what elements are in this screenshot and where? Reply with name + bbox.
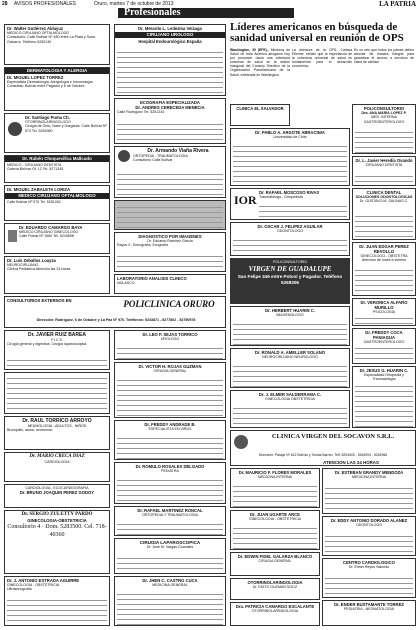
- ad-title: Dr. EDWIN FIDEL GALARZA BLANCO: [237, 554, 313, 559]
- ad-title: CLINICA DENTAL: [366, 190, 402, 195]
- ad-title: Dr. Walter Gutiérrez Aldayuz: [7, 26, 64, 31]
- ad-body: Calle Bolívar Nº 575 Tel. 5251262: [7, 200, 61, 204]
- ad-title: Dr. ROMULO ROSALES DELGADO: [135, 464, 205, 469]
- ad-subtitle: ODONTOLOGO: [355, 523, 383, 527]
- ad-card: [4, 416, 110, 450]
- ad-title: Dr. RAUL TORRICO ARROYO: [22, 418, 92, 424]
- ad-title: Dr. Santiago Puma Ch.: [25, 115, 70, 120]
- ad-title: ECOGRAFIA ESPECIALIZADA: [140, 100, 200, 105]
- ad-title: Dr. JESUS G. HUARIN C.: [359, 368, 409, 373]
- ad-subtitle: CARDIOLOGIA - ECOCARDIOGRAFIA: [25, 486, 89, 490]
- ad-title: CLINICA EL SALVADOR: [236, 106, 284, 111]
- ad-card: [114, 576, 226, 626]
- ad-subtitle: Dr. EDITO GUZMAN SOLIZ: [252, 585, 298, 589]
- ad-title: Dr. JAVIER RUIZ BAREA: [28, 332, 86, 338]
- ad-card: [114, 146, 226, 198]
- policlinica-block: [4, 296, 226, 328]
- ad-card: [352, 366, 416, 428]
- ad-subtitle: UROLOGO: [160, 337, 180, 341]
- article-paragraph: Es un reto que todos los países deben abordar de manera integral para garantizar el acceso a servicios de salud de calidad.: [354, 48, 414, 65]
- clinic-banner: [230, 430, 416, 466]
- ad-subtitle: GINECOLOGIA - OBSTETRICIA: [7, 583, 60, 587]
- ad-card: [114, 98, 226, 144]
- clinic-logo: [234, 435, 248, 449]
- ad-card: [230, 128, 350, 186]
- ad-card: [4, 155, 110, 183]
- ad-card: [352, 298, 416, 326]
- ad-subtitle: Especialidad Ortopedia y Traumatología: [364, 373, 404, 382]
- section-banner-title: Profesionales: [124, 7, 181, 18]
- section-name: AVISOS PROFESIONALES: [14, 1, 76, 7]
- ad-title: OTORRINOLARINGOLOGIA: [247, 580, 303, 585]
- ad-title: CENTRO CARDIOLOGICO: [343, 560, 395, 565]
- ad-subtitle: PEDIATRA: [161, 469, 179, 473]
- ad-subtitle: GINECOLOGIA OBSTETRICIA: [265, 397, 315, 401]
- article: [230, 22, 416, 102]
- ad-card: [4, 256, 110, 294]
- ad-card: [114, 232, 226, 272]
- ad-title: Dr. J. ELMER SALDERRAMA C.: [258, 392, 322, 397]
- ad-subtitle: CIRUJANO DENTISTA: [365, 163, 403, 167]
- ad-subtitle: VIRGEN DE GUADALUPE: [248, 265, 332, 273]
- ad-body: Calle Rodríguez Tel. 5251234: [117, 110, 165, 114]
- ad-subtitle: CIRUGIA GENERAL: [258, 559, 292, 563]
- ad-subtitle: NEUROCIRUJANO NEUROLOGO: [262, 355, 318, 359]
- ad-subtitle: ORTOPEDIA - TRAUMATOLOGIA: [133, 154, 188, 158]
- ad-title: Dr. Luis Zeballos Loayza: [7, 258, 56, 263]
- ad-card: [230, 258, 350, 304]
- ad-title: Dr. Armando Viaña Rivera: [147, 148, 209, 154]
- ad-subtitle: Traumatólogo - Ortopedista: [259, 195, 303, 199]
- ad-subtitle: GASTROENTEROLOGO: [363, 340, 405, 344]
- ad-title: Dr. FREDDY COCA PANIAGUA: [365, 330, 403, 340]
- ad-subtitle: Dr. José M. Vargas Gonzales: [146, 545, 194, 549]
- ad-card: [114, 506, 226, 536]
- ad-subtitle: MEDICINA INTERNA: [351, 475, 387, 479]
- ad-card: [114, 538, 226, 574]
- ad-card: [230, 552, 320, 576]
- ad-title: DIAGNOSTICO POR IMAGENES: [138, 234, 202, 239]
- ad-card: [4, 185, 110, 221]
- ad-subtitle: Dr. MIGUEL LOPEZ TORREZ: [7, 75, 64, 80]
- ad-card: [322, 468, 416, 514]
- ad-card: [322, 600, 416, 626]
- ad-subtitle: GINECOLOGIA - OBSTETRICIA: [248, 517, 302, 521]
- ad-card: [230, 222, 350, 256]
- ad-title: Dr. OSCAR J. FELIPEZ AGUILAR: [257, 224, 323, 229]
- ad-card: [4, 67, 110, 111]
- ad-card: [230, 510, 320, 550]
- ad-subtitle: PSICOLOGIA: [372, 310, 396, 314]
- ad-title: Dr. VICTOR H. ROJAS GUZMAN: [138, 364, 202, 369]
- ad-card: [114, 420, 226, 460]
- ad-title: Dr. RONALD A. AMELLER SOLANO: [254, 350, 326, 355]
- article-dateline: Washington, 30 (EFE).-: [230, 48, 269, 52]
- ad-body: Ultrasonografía: [7, 587, 32, 592]
- ad-card: [230, 602, 320, 626]
- ad-title: Dr. JHEN C. CASTRO CUCA: [142, 578, 198, 583]
- ear-icon: [8, 122, 22, 136]
- ad-title: Dr. BRUNO JOAQUIN PEREZ GODOY: [19, 490, 95, 496]
- ad-body: Dr. GUSTAVO M. SALINAS C.: [359, 199, 409, 204]
- article-paragraph: Ministros de Salud de toda América abogaron hoy por promover hacia una cobertura universal de salud en la sesión inaugural del Consejo Directivo de la Organización Panamericana de la Salud, celebrada en Washington.: [230, 48, 290, 77]
- newspaper-logo: LA PATRIA: [379, 0, 416, 8]
- ad-body: Consultorio 4 · Dom. 5283500. Cel. 718-40360: [7, 524, 107, 538]
- ad-subtitle: MEDICINA GENERAL: [152, 583, 188, 587]
- ad-subtitle: NEUMOLOGIA - ADULTOS - NIÑOS: [27, 424, 87, 428]
- ad-subtitle: Dr. ANDRES CERECEDA MENECIA: [135, 105, 205, 110]
- ad-title: Dr. EDUARDO CAMARGO BAYA: [19, 225, 83, 230]
- ior-logo: IOR: [234, 193, 257, 207]
- ad-card: [4, 576, 110, 626]
- ad-subtitle: ATENCION LAS 24 HORAS: [323, 460, 379, 465]
- ad-body: Calle Potosí Nº 1560 Tel. 5243698: [19, 234, 74, 239]
- ad-subtitle: CIRUGIA GENERAL: [153, 369, 187, 373]
- ad-title: Dr. HERBERT HUARIN C.: [265, 308, 315, 313]
- ad-body: Consultorio Calle Bolívar: [133, 158, 173, 163]
- ad-body: Galería Bolívar Of. 12 Tel. 5271345: [7, 167, 64, 172]
- ad-card: [114, 462, 226, 504]
- tooth-icon: [8, 230, 17, 242]
- policlinica-logo: POLICLINICA ORURO: [123, 299, 215, 309]
- ad-card: [352, 104, 416, 154]
- ad-title: Dr. MAURICIO F. FLORES MORALES: [238, 470, 312, 475]
- ad-card: [230, 188, 350, 220]
- ad-card: [114, 200, 226, 230]
- ad-subtitle: Dr. Elmer Reyes Salcedo: [348, 565, 390, 569]
- ad-title: Dr. FREDDY ANDRADE B.: [144, 422, 196, 427]
- ad-title: Dr. JUAN UGARTE ARCE: [250, 512, 300, 517]
- ad-card: [352, 242, 416, 296]
- ad-body: Especialista Dermatología, Alergología e Inmunología. Consultas: Bolívar entre Pagador y 6 de Octubre: [7, 80, 94, 89]
- ad-subtitle: CARDIOLOGIA: [44, 460, 70, 464]
- ad-title: CONSULTORIOS EXTERNOS EN: [7, 298, 72, 303]
- ad-card: [322, 558, 416, 598]
- ad-subtitle: PEDIATRIA - NEONATOLOGIA: [343, 607, 395, 611]
- ad-title: CLINICA VIRGEN DEL SOCAVON S.R.L.: [271, 433, 395, 440]
- ad-card: [352, 156, 416, 186]
- article-body-col3: [354, 48, 414, 64]
- ad-subtitle: MEDICINA INTERNA: [257, 475, 293, 479]
- bone-icon: [118, 150, 130, 162]
- article-body-col2: [292, 48, 352, 68]
- ad-subtitle: MEDICO CIRUJANO OFTALMOLOGO: [7, 31, 70, 35]
- ad-body: Rayos X, Tomografía, Ecografía: [117, 243, 168, 248]
- ad-subtitle: GINECOLOGO - OBSTETRA: [360, 254, 408, 258]
- issue-date: Oruro, martes 7 de octubre de 2013: [94, 1, 174, 7]
- ad-title: DERMATOLOGIA Y ALERGIA: [5, 68, 109, 74]
- ad-subtitle: ESPECIALISTA EN VIRUS: [148, 427, 192, 431]
- ad-subtitle: Dr. Eduardo Ramírez García: [147, 239, 193, 243]
- ad-card: [230, 306, 350, 346]
- ad-title: Dr. Merardo L. Ledezma Veizaga: [138, 26, 202, 31]
- ad-title: Dr. L. Javier Heredia Ovando: [355, 158, 413, 163]
- ad-body: Dirección: Pasaje Nº 612 Bolívar y Tomás Barrón. Telf. 5254500 - 5264094 - 5261966: [258, 453, 388, 457]
- ad-card: [114, 330, 226, 360]
- ad-body: MED. INTERNA GASTROENTEROLOGO: [363, 115, 405, 124]
- ad-body: Cirugía de Oído, Nariz y Garganta. Calle Bolívar Nº 573 Tel. 5254960: [25, 124, 107, 133]
- ad-subtitle: IMAGENOLOGO: [276, 313, 304, 317]
- ad-card: [4, 330, 110, 370]
- ad-title: CIRUGIA LAPAROSCOPICA: [139, 540, 201, 545]
- ad-card: [230, 468, 320, 508]
- ad-subtitle: MEDICO CIRUJANO OFTALMOLOGO: [5, 193, 109, 199]
- ad-card: [352, 328, 416, 364]
- ad-subtitle: OTORRINOLARINGOLOGIA: [251, 609, 299, 613]
- ad-title: Dra. PATRICIA CAMARGO ESCALANTE: [235, 604, 315, 609]
- ad-subtitle: CIRUJANO UROLOGO: [115, 32, 225, 38]
- ad-title: Dr. ESTEBAN GRANDY MENDOZA: [334, 470, 404, 475]
- ad-card: [322, 516, 416, 556]
- ad-body: Hospital Endourológico España: [138, 39, 202, 44]
- ad-subtitle: MEDICO - CIRUJANO DENTISTA: [7, 163, 62, 167]
- ad-subtitle: F.I.C.S.: [51, 338, 63, 342]
- ad-subtitle: NOLASCO: [117, 281, 135, 285]
- ad-subtitle: Dra. ANA MARIA LOPEZ P.: [361, 111, 407, 115]
- ad-subtitle: GINECOLOGIA-OBSTETRICIA: [27, 518, 87, 523]
- ad-subtitle: NEUROCIRUJANO: [7, 263, 39, 267]
- ad-title: Dr. MARIO CRECA DIAZ: [29, 454, 85, 459]
- ad-card: [352, 188, 416, 240]
- ad-subtitle: OTORRINOLARINGOLOGO: [25, 120, 71, 124]
- ad-title: Dr. EDDY ANTONIO DORADO ALANEZ: [330, 518, 408, 523]
- ad-body: Clínica Pediátrica Atención las 24 horas: [7, 267, 71, 272]
- ad-card: [114, 274, 226, 294]
- ad-title: Dr. VERONICA ALFARO MURILLO: [360, 300, 408, 310]
- ad-body: Cirugía general y digestiva. Cirugía laparoscópica.: [7, 342, 88, 347]
- ad-subtitle: Dr. PABLO A. ARGOTE ABRACINIA: [255, 130, 325, 135]
- ad-body: San Felipe 346 entre Potosí y Pagador. Teléfono 5268306: [237, 274, 343, 285]
- ad-card: [230, 578, 320, 600]
- ad-card: [4, 372, 110, 414]
- ad-title: Dr. JUAN EDGAR PEREZ REVOLLO: [359, 244, 409, 254]
- page-number: 28: [2, 1, 8, 7]
- ad-card: [230, 104, 290, 126]
- ad-title: Dr. ENDER BUSTAMANTE TORREZ: [334, 602, 404, 607]
- ad-body: Dirección: Rodríguez, 6 de Octubre y La Paz Nº 976. Teléfonos: 5243871 - 5277802 - 52750978: [36, 318, 196, 322]
- ad-title: Dr. J. ANTONIO ESTRADA AGUIRRE: [7, 578, 80, 583]
- ad-card: [4, 452, 110, 482]
- ad-subtitle: ODONTOLOGO: [276, 229, 304, 233]
- ad-title: LABORATORIO ANALISIS CLINICO: [117, 276, 187, 281]
- ad-title: Dr. Rubén Choquevillca Mallcudo: [5, 156, 109, 162]
- ad-body: Universidad de Chile: [273, 135, 307, 139]
- ad-card: [114, 362, 226, 418]
- ad-body: Atención de lunes a viernes: [361, 258, 407, 263]
- article-paragraph: La directora de la OPS, Carissa Etienne, señaló que la importancia de la cobertura universal de salud es fundamental para el desarrollo económico.: [292, 48, 352, 69]
- ad-card: [230, 348, 350, 388]
- ad-card: [4, 484, 110, 508]
- ad-card: [4, 24, 110, 65]
- ad-card: [114, 24, 226, 96]
- ad-title: Dr. LEO F. SEJAS TORRICO: [142, 332, 198, 337]
- article-headline: Líderes americanos en búsqueda de sanidad universal en reunión de OPS: [230, 21, 404, 44]
- ad-subtitle: MEDICO CIRUJANO GINECOLOGO: [19, 230, 79, 234]
- ad-card: [230, 390, 350, 428]
- ad-title: Dr. SERGIO ZULETTY PARDO: [21, 512, 93, 517]
- ad-subtitle: SOLUCIONES ODONTOLOGICAS: [355, 195, 413, 199]
- ad-card: [4, 223, 110, 254]
- ad-subtitle: ORTOPEDIA Y TRAUMATOLOGIA: [142, 513, 198, 517]
- ad-body: Consultorio: Calle Bolívar Nº 480 entre La Plata y Soria Galvarro. Teléfono 5250130: [7, 35, 96, 44]
- ad-card: [4, 510, 110, 574]
- ad-title: Dr. RAFAEL MOSCOSO RIVAS: [259, 190, 320, 195]
- ad-title: Dr. RAFAEL MARTINEZ RONCAL: [137, 508, 203, 513]
- ad-title: POLICONSULTORIO: [272, 260, 308, 264]
- ad-title: Dr. MIGUEL ZABALETA LORIZA: [7, 187, 70, 192]
- ad-body: Bronquitis, asma, neumonía.: [7, 428, 53, 433]
- ad-title: POLICONSULTORIO: [363, 106, 405, 111]
- article-body: [230, 48, 290, 77]
- ad-card: [4, 113, 110, 153]
- section-banner: [118, 8, 294, 18]
